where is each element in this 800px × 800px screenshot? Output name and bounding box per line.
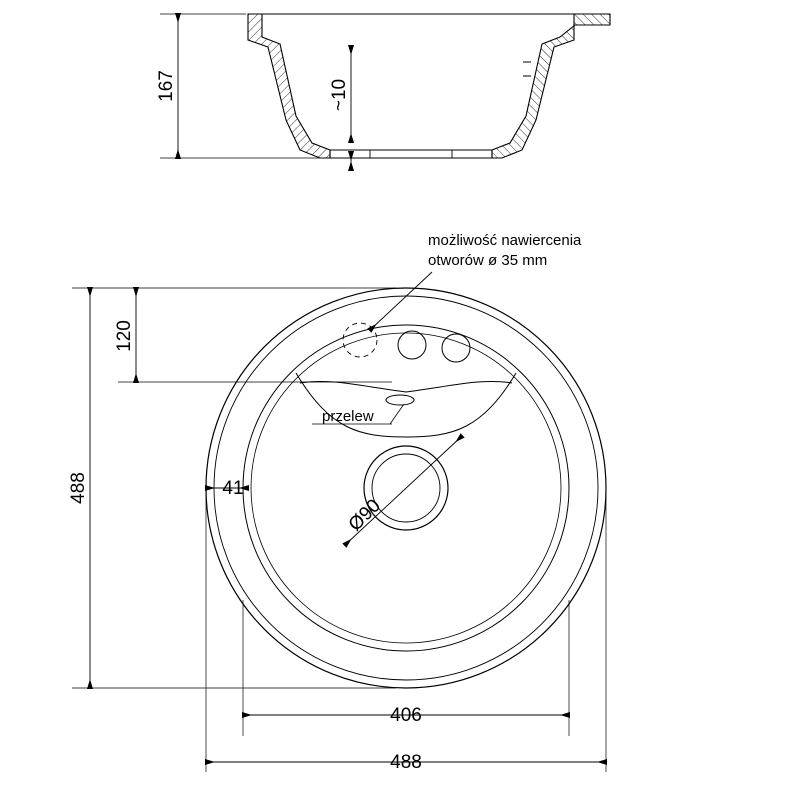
- dim-label-drain: Ø90: [344, 495, 385, 536]
- dim-label-120: 120: [114, 320, 135, 352]
- tap-hole-2: [442, 334, 470, 362]
- dim-label-488-horizontal: 488: [390, 752, 422, 773]
- dim-label-406: 406: [390, 705, 422, 726]
- section-bottom: [330, 150, 492, 158]
- tap-hole-1: [398, 331, 426, 359]
- dimension-network: [68, 288, 606, 773]
- overflow-leader: [390, 404, 404, 424]
- overflow-slot: [386, 395, 414, 405]
- ledge-front-arc: [300, 381, 512, 392]
- dim-label-41: 41: [222, 478, 244, 499]
- section-right-wall: [492, 14, 610, 158]
- section-left-wall: [248, 14, 330, 158]
- drill-note-line1: możliwość nawiercenia: [428, 232, 582, 249]
- dim-label-167: 167: [156, 70, 177, 102]
- section-view: [156, 14, 610, 170]
- drill-note-line2: otworów ø 35 mm: [428, 252, 548, 269]
- drill-note-leader: [370, 272, 432, 330]
- top-view: [206, 232, 606, 688]
- dim-label-thickness: ~10: [329, 78, 350, 112]
- dim-label-488-vertical: 488: [68, 472, 89, 504]
- overflow-label: przelew: [322, 408, 374, 425]
